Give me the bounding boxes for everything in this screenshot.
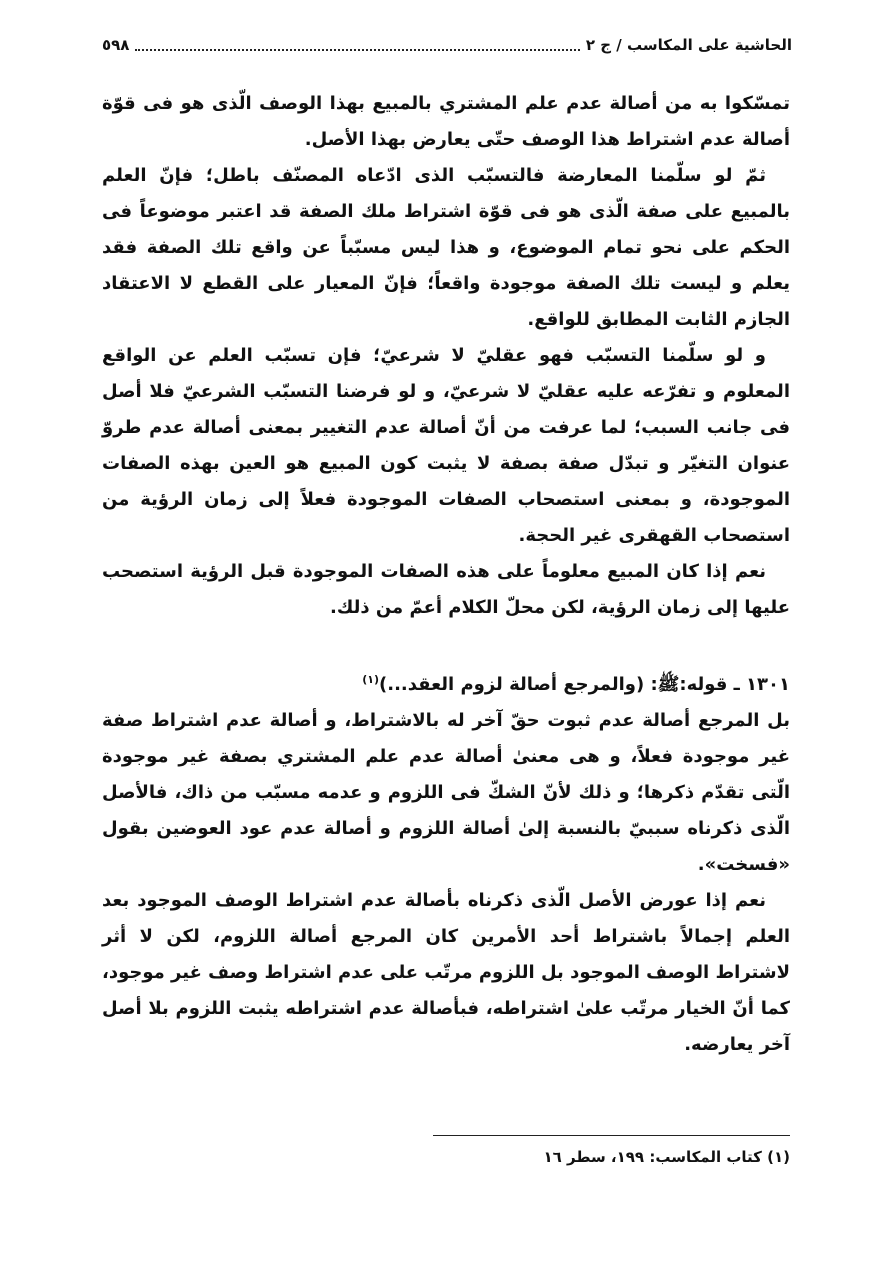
page-number: ٥٩٨ — [102, 36, 130, 54]
running-header — [102, 33, 792, 57]
footnote: (١) كتاب المكاسب: ١٩٩، سطر ١٦ — [543, 1148, 790, 1166]
paragraph: و لو سلّمنا التسبّب فهو عقليّ لا شرعيّ؛ فإن تسبّب العلم عن الواقع المعلوم و تفرّعه عليه عقليّ لا شرعيّ، و لو فرضنا التسبّب الشرعيّ فلا أصل فى جانب السبب؛ لما عرفت من أنّ أصالة عدم التغيير بمعنى أصالة عدم طروّ عنوان التغيّر و تبدّل صفة بصفة لا يثبت كون المبيع هو العين بهذه الصفات الموجودة، و بمعنى استصحاب الصفات الموجودة فعلاً إلى زمان الرؤية من استصحاب القهقرى غير الحجة. — [102, 345, 790, 546]
section-heading — [102, 662, 790, 703]
paragraph: بل المرجع أصالة عدم ثبوت حقّ آخر له بالاشتراط، و أصالة عدم اشتراط صفة غير موجودة فعلاً، و هى معنىٰ أصالة عدم علم المشتري بصفة غير موجودة الّتى تقدّم ذكرها؛ و ذلك لأنّ الشكّ فى اللزوم و عدمه مسبّب من ذاك، فالأصل الّذى ذكرناه سببيّ بالنسبة إلىٰ أصالة اللزوم و أصالة عدم عود العوضين بقول «فسخت». — [102, 710, 790, 875]
footnote-marker[interactable]: (١) — [362, 673, 380, 686]
section-spacer — [102, 626, 790, 662]
paragraph: ثمّ لو سلّمنا المعارضة فالتسبّب الذى ادّعاه المصنّف باطل؛ فإنّ العلم بالمبيع على صفة الّذى هو فى قوّة اشتراط ملك الصفة قد اعتبر موضوعاً فى الحكم على نحو تمام الموضوع، و هذا ليس مسبّباً عن واقع تلك الصفة فقد يعلم و ليست تلك الصفة موجودة واقعاً؛ فإنّ المعيار على القطع لا الاعتقاد الجازم الثابت المطابق للواقع. — [102, 165, 790, 330]
body-text — [102, 86, 790, 1063]
paragraph: تمسّكوا به من أصالة عدم علم المشتري بالمبيع بهذا الوصف الّذى هو فى قوّة أصالة عدم اشتراط هذا الوصف حتّى يعارض بهذا الأصل. — [102, 93, 790, 150]
section-heading-text: ١٣٠١ ـ قوله:ﷺ: (والمرجع أصالة لزوم العقد...) — [379, 674, 790, 695]
paragraph: نعم إذا كان المبيع معلوماً على هذه الصفات الموجودة قبل الرؤية استصحب عليها إلى زمان الرؤية، لكن محلّ الكلام أعمّ من ذلك. — [102, 561, 790, 618]
running-title: الحاشية على المكاسب / ج ٢ — [585, 36, 792, 54]
paragraph: نعم إذا عورض الأصل الّذى ذكرناه بأصالة عدم اشتراط الوصف الموجود بعد العلم إجمالاً باشتراط أحد الأمرين كان المرجع أصالة اللزوم، لكن لا أثر لاشتراط الوصف الموجود بل اللزوم مرتّب على عدم اشتراط وصف غير موجود، كما أنّ الخيار مرتّب علىٰ اشتراطه، فبأصالة عدم اشتراطه يثبت اللزوم بلا أصل آخر يعارضه. — [102, 890, 790, 1055]
dotted-leader — [135, 39, 579, 51]
footnote-rule — [433, 1135, 790, 1136]
